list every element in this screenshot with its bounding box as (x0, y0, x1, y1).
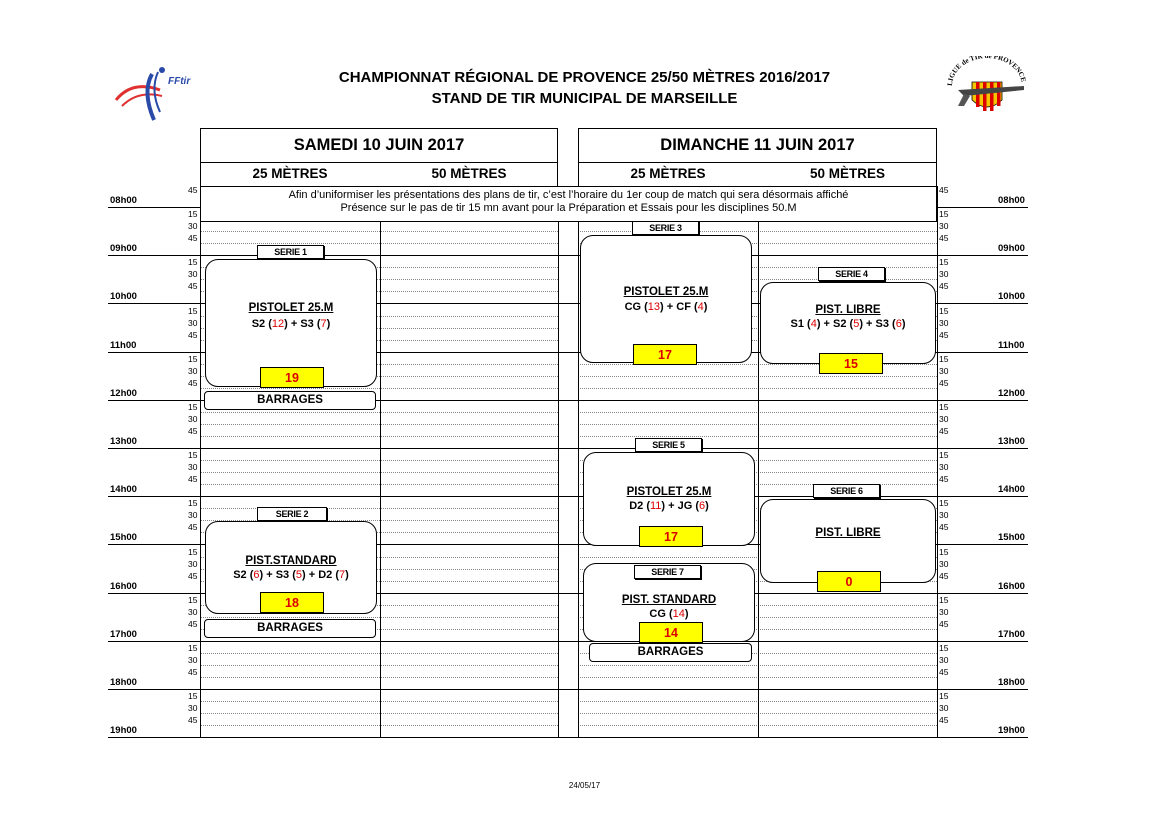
minute-label: 45 (939, 474, 949, 485)
category-text: ) (684, 608, 689, 620)
category-text: CG ( (624, 301, 648, 313)
category-text: ) + S3 ( (259, 569, 296, 581)
quarter-line (200, 701, 558, 702)
column-divider (758, 186, 759, 737)
hour-label: 14h00 (998, 484, 1025, 496)
event-name: PISTOLET 25.M (626, 486, 712, 498)
minute-label: 30 (188, 606, 198, 617)
minute-label: 45 (188, 281, 198, 292)
participant-count: 17 (633, 344, 697, 365)
col-header-sun-50m: 50 MÈTRES (809, 166, 886, 181)
event-detail (584, 500, 754, 512)
minute-label: 30 (939, 317, 949, 328)
hour-label: 10h00 (110, 291, 137, 303)
minute-label: 45 (939, 715, 949, 726)
minute-label: 45 (939, 377, 949, 388)
serie-label: SERIE 7 (634, 565, 701, 579)
hour-label: 11h00 (110, 339, 137, 351)
competitor-count: 7 (339, 569, 346, 581)
competitor-count: 14 (672, 608, 685, 620)
competitor-count: 6 (895, 318, 902, 330)
minute-label: 45 (188, 522, 198, 533)
minute-label: 15 (939, 594, 949, 605)
category-text: D2 ( (629, 500, 650, 512)
quarter-line (200, 653, 558, 654)
quarter-line (200, 617, 558, 618)
hour-line (108, 689, 1028, 690)
category-text: S2 ( (233, 569, 254, 581)
minute-label: 30 (188, 317, 198, 328)
competitor-count: 6 (699, 500, 706, 512)
category-text: ) + S2 ( (816, 318, 854, 330)
hour-label: 15h00 (110, 532, 137, 544)
minute-label: 15 (188, 498, 198, 509)
quarter-line (200, 388, 558, 389)
column-divider (200, 186, 201, 737)
minute-label: 45 (188, 377, 198, 388)
minute-label: 45 (188, 715, 198, 726)
quarter-line (200, 436, 558, 437)
minute-label: 30 (188, 221, 198, 232)
minute-label: 15 (188, 642, 198, 653)
minute-label: 15 (939, 209, 949, 220)
category-text: ) (345, 569, 349, 581)
event-block-serie-4 (760, 282, 936, 364)
minute-label: 45 (939, 185, 949, 195)
minute-label: 30 (939, 654, 949, 665)
competitor-count: 13 (647, 301, 661, 313)
svg-text:LIGUE de TIR de PROVENCE: LIGUE de TIR de PROVENCE (945, 56, 1028, 87)
hour-label: 13h00 (110, 436, 137, 448)
minute-label: 15 (939, 257, 949, 268)
participant-count: 18 (260, 592, 324, 613)
quarter-line (200, 713, 558, 714)
category-text: ) + S3 ( (284, 318, 321, 330)
minute-label: 45 (188, 233, 198, 244)
participant-count: 19 (260, 367, 324, 388)
minute-label: 30 (188, 703, 198, 714)
minute-label: 45 (939, 667, 949, 677)
quarter-line (200, 412, 558, 413)
hour-label: 08h00 (998, 195, 1025, 207)
quarter-line (200, 460, 558, 461)
barrages-label: BARRAGES (589, 643, 752, 662)
column-divider (558, 186, 559, 737)
footer-date: 24/05/17 (568, 781, 601, 790)
col-header-sat-50m: 50 MÈTRES (431, 166, 507, 181)
serie-label: SERIE 3 (632, 221, 699, 235)
competitor-count: 7 (320, 318, 327, 330)
minute-label: 45 (188, 474, 198, 485)
minute-label: 45 (188, 329, 198, 340)
quarter-line (200, 508, 558, 509)
minute-label: 45 (939, 281, 949, 292)
minute-label: 45 (939, 233, 949, 244)
category-text: ) + D2 ( (302, 569, 339, 581)
event-name: PISTOLET 25.M (623, 286, 709, 298)
hour-label: 19h00 (110, 725, 137, 737)
minute-label: 15 (939, 498, 949, 509)
minute-label: 45 (939, 522, 949, 533)
minute-label: 30 (939, 413, 949, 424)
minute-label: 45 (939, 618, 949, 629)
minute-label: 15 (188, 401, 198, 412)
minute-label: 45 (188, 570, 198, 581)
hour-label: 17h00 (998, 628, 1025, 640)
day-header-divider (578, 162, 937, 163)
title-line-2: STAND DE TIR MUNICIPAL DE MARSEILLE (431, 90, 738, 107)
column-divider (380, 186, 381, 737)
day-header-divider (200, 162, 558, 163)
hour-label: 12h00 (998, 387, 1025, 399)
note-line-2: Présence sur le pas de tir 15 mn avant pour la Préparation et Essais pour les disciplines 50.M (340, 202, 797, 214)
quarter-line (200, 231, 558, 232)
event-detail (206, 569, 376, 581)
competitor-count: 12 (271, 318, 285, 330)
minute-label: 30 (188, 413, 198, 424)
minute-label: 45 (188, 618, 198, 629)
competitor-count: 6 (253, 569, 260, 581)
minute-label: 15 (939, 546, 949, 557)
hour-line (108, 641, 1028, 642)
col-header-sun-25m: 25 MÈTRES (630, 166, 706, 181)
participant-count: 15 (819, 353, 883, 374)
hour-label: 11h00 (998, 339, 1025, 351)
minute-label: 30 (939, 365, 949, 376)
participant-count: 17 (639, 526, 703, 547)
category-text: ) (901, 318, 906, 330)
serie-label: SERIE 6 (813, 484, 880, 498)
category-text: ) + CF ( (660, 301, 698, 313)
serie-label: SERIE 4 (818, 267, 885, 281)
minute-label: 15 (188, 257, 198, 268)
quarter-line (200, 424, 558, 425)
quarter-line (200, 243, 558, 244)
minute-label: 30 (939, 558, 949, 569)
event-detail (206, 318, 376, 330)
hour-label: 08h00 (110, 195, 137, 207)
event-name: PIST.STANDARD (245, 555, 337, 567)
category-text: ) + S3 ( (859, 318, 896, 330)
quarter-line (200, 665, 558, 666)
hour-label: 09h00 (110, 243, 137, 255)
schedule-note (200, 186, 937, 222)
barrages-label: BARRAGES (204, 391, 376, 410)
minute-label: 15 (188, 594, 198, 605)
day-label-sunday: DIMANCHE 11 JUIN 2017 (660, 136, 855, 154)
hour-label: 14h00 (110, 484, 137, 496)
competitor-count: 11 (649, 500, 662, 512)
serie-label: SERIE 5 (635, 438, 702, 452)
hour-label: 18h00 (998, 677, 1025, 689)
serie-label: SERIE 1 (257, 245, 324, 259)
minute-label: 15 (939, 401, 949, 412)
hour-label: 13h00 (998, 436, 1025, 448)
minute-label: 30 (939, 510, 949, 521)
column-divider (937, 186, 938, 737)
minute-label: 15 (939, 642, 949, 653)
event-name: PIST. LIBRE (815, 304, 881, 316)
minute-label: 30 (188, 462, 198, 473)
hour-line (108, 737, 1028, 738)
hour-label: 09h00 (998, 243, 1025, 255)
minute-label: 15 (188, 353, 198, 364)
minute-label: 30 (939, 221, 949, 232)
hour-label: 16h00 (110, 580, 137, 592)
hour-label: 18h00 (110, 677, 137, 689)
minute-label: 30 (188, 269, 198, 280)
note-line-1: Afin d’uniformiser les présentations des plans de tir, c’est l’horaire du 1er coup de match qui sera désormais affiché (288, 189, 849, 201)
event-detail (761, 318, 935, 330)
participant-count: 14 (639, 622, 703, 643)
minute-label: 15 (939, 305, 949, 316)
hour-label: 10h00 (998, 291, 1025, 303)
quarter-line (200, 472, 558, 473)
hour-line (108, 255, 1028, 256)
minute-label: 15 (188, 691, 198, 702)
category-text: ) + JG ( (661, 500, 699, 512)
participant-count: 0 (817, 571, 881, 592)
minute-label: 30 (188, 654, 198, 665)
category-text: S2 ( (251, 318, 272, 330)
minute-label: 15 (188, 450, 198, 461)
hour-label: 19h00 (998, 725, 1025, 737)
day-label-saturday: SAMEDI 10 JUIN 2017 (293, 136, 465, 154)
minute-label: 30 (188, 510, 198, 521)
competitor-count: 5 (853, 318, 860, 330)
quarter-line (200, 725, 558, 726)
event-name: PIST. LIBRE (815, 527, 881, 539)
hour-label: 12h00 (110, 387, 137, 399)
minute-label: 30 (939, 703, 949, 714)
minute-label: 15 (939, 691, 949, 702)
title-line-1: CHAMPIONNAT RÉGIONAL DE PROVENCE 25/50 MÈTRES 2016/2017 (338, 69, 831, 86)
event-name: PIST. STANDARD (621, 594, 717, 606)
minute-label: 15 (939, 450, 949, 461)
minute-label: 45 (939, 570, 949, 581)
minute-label: 15 (188, 305, 198, 316)
minute-label: 45 (939, 426, 949, 436)
competitor-count: 4 (697, 301, 704, 313)
category-text: CG ( (649, 608, 673, 620)
minute-label: 15 (188, 209, 198, 220)
hour-line (108, 496, 1028, 497)
category-text: ) (326, 318, 331, 330)
minute-label: 45 (188, 667, 198, 677)
event-detail (581, 301, 751, 313)
svg-text:FFtir: FFtir (168, 76, 191, 87)
competitor-count: 5 (295, 569, 303, 581)
serie-label: SERIE 2 (257, 507, 327, 521)
hour-line (108, 448, 1028, 449)
column-divider (578, 186, 579, 737)
event-detail (584, 608, 754, 620)
quarter-line (200, 484, 558, 485)
quarter-line (200, 677, 558, 678)
event-name: PISTOLET 25.M (248, 302, 334, 314)
minute-label: 45 (188, 185, 198, 195)
minute-label: 45 (939, 329, 949, 340)
competitor-count: 4 (810, 318, 817, 330)
minute-label: 45 (188, 426, 198, 436)
minute-label: 30 (939, 606, 949, 617)
hour-label: 15h00 (998, 532, 1025, 544)
col-header-sat-25m: 25 MÈTRES (252, 166, 328, 181)
minute-label: 30 (939, 462, 949, 473)
hour-label: 16h00 (998, 580, 1025, 592)
minute-label: 30 (188, 558, 198, 569)
minute-label: 15 (939, 353, 949, 364)
category-text: ) (705, 500, 709, 512)
minute-label: 30 (188, 365, 198, 376)
category-text: ) (703, 301, 708, 313)
minute-label: 30 (939, 269, 949, 280)
hour-label: 17h00 (110, 628, 137, 640)
minute-label: 15 (188, 546, 198, 557)
barrages-label: BARRAGES (204, 619, 376, 638)
category-text: S1 ( (790, 318, 811, 330)
